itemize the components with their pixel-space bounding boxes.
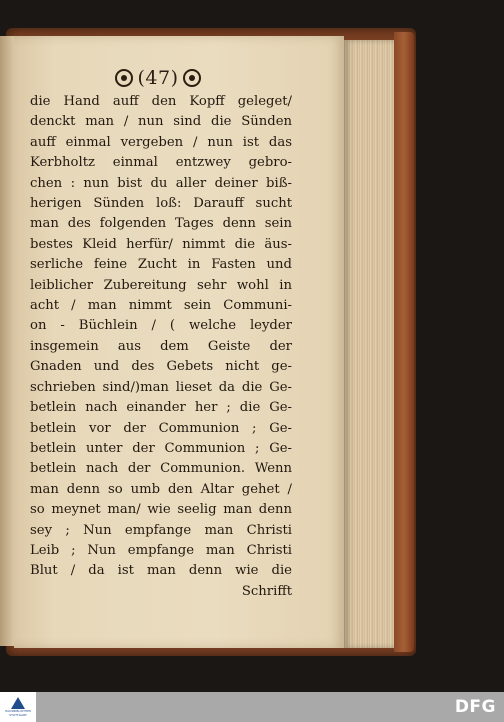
text-line: Kerbholtz einmal entzwey gebro- [30,155,292,171]
text-line: serliche feine Zucht in Fasten und [30,257,292,273]
text-line: chen : nun bist du aller deiner biß- [30,175,292,191]
page-text [30,92,292,602]
text-line: leiblicher Zubereitung sehr wohl in [30,277,292,293]
text-line: Blut / da ist man denn wie die [30,563,292,579]
text-line: so meynet man/ wie seelig man denn [30,502,292,518]
library-logo [0,692,36,722]
viewer-footer-bar [0,692,504,722]
ornament-right-icon [183,69,201,87]
text-line: die Hand auff den Kopff geleget/ [30,94,292,109]
page-header [110,64,206,92]
dfg-logo: DFG [454,697,496,717]
page-number: (47) [137,67,179,89]
ornament-left-icon [115,69,133,87]
facing-page-edge [0,36,14,646]
text-line: betlein vor der Communion ; Ge- [30,420,292,436]
text-line: insgemein aus dem Geiste der [30,338,292,354]
text-line: acht / man nimmt sein Communi- [30,298,292,314]
text-line: bestes Kleid herfür/ nimmt die äus- [30,236,292,252]
text-line: Gnaden und des Gebets nicht ge- [30,359,292,375]
library-logo-text: HAUSBIBLIOTHEK STUTTGART [4,709,32,717]
library-logo-icon [11,697,25,709]
text-line: betlein nach einander her ; die Ge- [30,400,292,416]
book-binding [394,32,414,652]
text-line: Leib ; Nun empfange man Christi [30,542,292,558]
text-line: betlein unter der Communion ; Ge- [30,440,292,456]
text-line: auff einmal vergeben / nun ist das [30,134,292,150]
text-line: herigen Sünden loß: Darauff sucht [30,196,292,212]
page-edges [344,40,394,648]
catchword: Schrifft [241,583,292,599]
text-line: sey ; Nun empfange man Christi [30,522,292,538]
text-line: denckt man / nun sind die Sünden [30,114,292,130]
text-line: on - Büchlein / ( welche leyder [30,318,292,334]
text-line: man denn so umb den Altar gehet / [30,481,292,497]
text-line: betlein nach der Communion. Wenn [30,461,292,477]
text-line: man des folgenden Tages denn sein [30,216,292,232]
text-line: schrieben sind/)man lieset da die Ge- [30,379,292,395]
